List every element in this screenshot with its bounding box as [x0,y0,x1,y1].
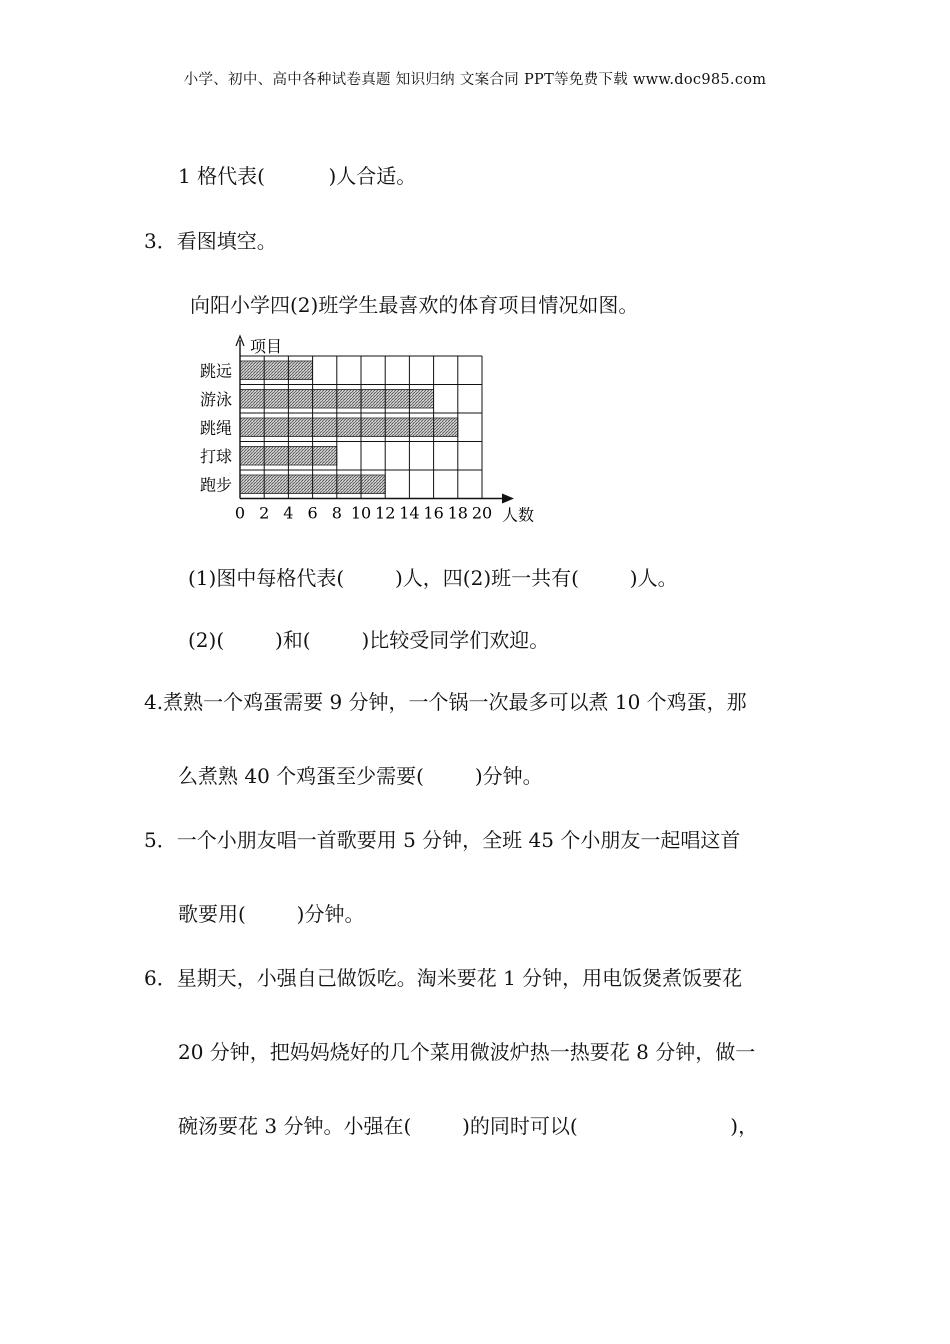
x-tick-label: 16 [423,503,444,523]
question-3-part-2: (2)( )和( )比较受同学们欢迎。 [188,628,550,652]
x-axis-label: 人数 [502,505,535,525]
category-label: 跑步 [199,475,232,495]
x-tick-label: 14 [399,503,420,523]
question-6-line-1: 6．星期天，小强自己做饭吃。淘米要花 1 分钟，用电饭煲煮饭要花 [144,966,743,990]
question-6-line-3: 碗汤要花 3 分钟。小强在( )的同时可以( )， [178,1114,759,1138]
q2-continuation-line: 1 格代表( )人合适。 [178,164,417,188]
category-label: 打球 [199,446,232,466]
x-tick-label: 20 [471,503,493,523]
category-label: 跳远 [199,361,232,381]
x-axis-arrow [502,494,514,504]
question-4-line-1: 4.煮熟一个鸡蛋需要 9 分钟，一个锅一次最多可以煮 10 个鸡蛋，那 [144,690,747,714]
x-tick-label: 6 [307,503,318,523]
question-3-part-1: (1)图中每格代表( )人，四(2)班一共有( )人。 [188,566,678,590]
question-5-line-2: 歌要用( )分钟。 [178,902,365,926]
x-tick-label: 4 [283,503,294,523]
category-label: 跳绳 [199,418,232,438]
bar-跳绳 [240,418,458,437]
category-label: 游泳 [199,389,232,409]
question-5-line-1: 5．一个小朋友唱一首歌要用 5 分钟，全班 45 个小朋友一起唱这首 [144,828,741,852]
y-axis-label: 项目 [250,337,283,356]
sports-bar-chart [190,332,550,542]
x-tick-label: 10 [350,503,372,523]
x-tick-label: 2 [259,503,270,523]
question-3-title: 3．看图填空。 [144,229,277,253]
question-3-intro: 向阳小学四(2)班学生最喜欢的体育项目情况如图。 [190,293,639,317]
x-tick-label: 18 [447,503,468,523]
x-tick-label: 0 [234,503,246,523]
page-header: 小学、初中、高中各种试卷真题 知识归纳 文案合同 PPT等免费下载 www.doc985.com [183,72,767,88]
bar-跳远 [240,361,313,380]
question-6-line-2: 20 分钟，把妈妈烧好的几个菜用微波炉热一热要花 8 分钟，做一 [178,1040,756,1064]
x-tick-label: 8 [331,503,342,523]
x-tick-label: 12 [375,503,396,523]
question-4-line-2: 么煮熟 40 个鸡蛋至少需要( )分钟。 [178,764,543,788]
